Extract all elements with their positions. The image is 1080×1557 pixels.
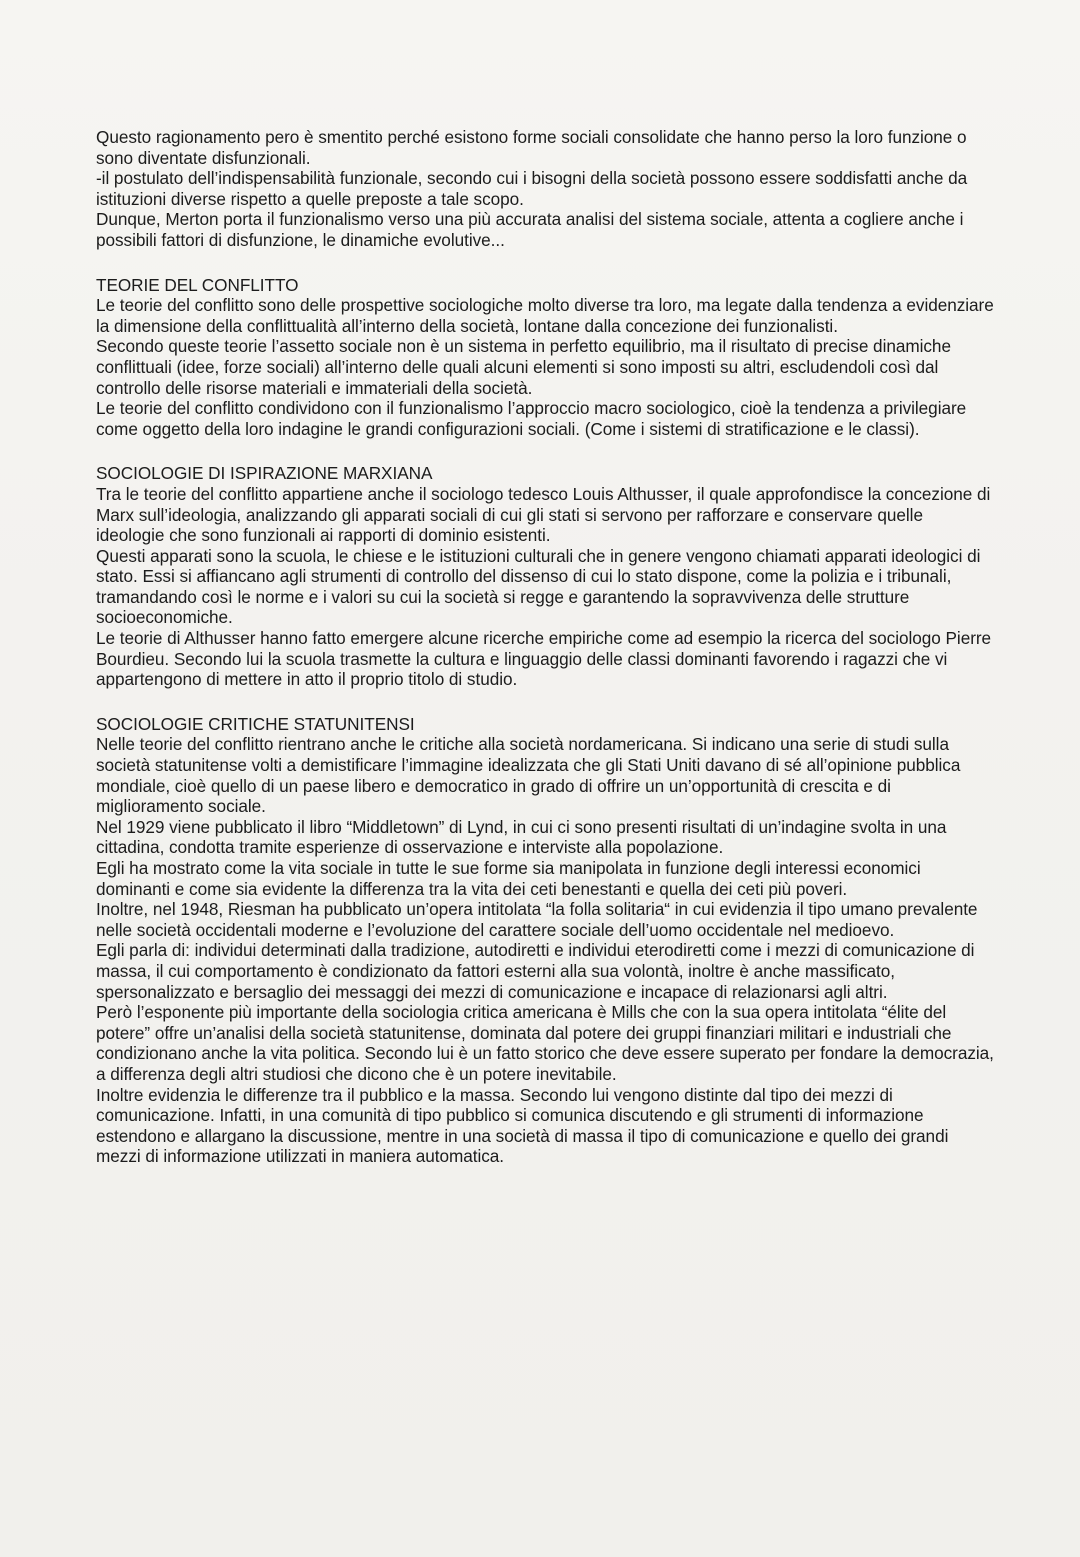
section-paragraph: Inoltre, nel 1948, Riesman ha pubblicato un’opera intitolata “la folla solitaria“ in cui evidenzia il tipo umano prevalente nelle società occidentali moderne e l’evoluzione del carattere sociale dell’uomo occidentale nel medioevo.: [96, 899, 978, 940]
document-body: [96, 127, 996, 1167]
intro-paragraph: Questo ragionamento pero è smentito perché esistono forme sociali consolidate che hanno perso la loro funzione o sono diventate disfunzionali.: [96, 127, 967, 168]
section-paragraph: Tra le teorie del conflitto appartiene anche il sociologo tedesco Louis Althusser, il quale approfondisce la concezione di Marx sull’ideologia, analizzando gli apparati sociali di cui gli stati si servono per rafforzare e conservare quelle ideologie che sono funzionali ai rapporti di dominio esistenti.: [96, 483, 991, 546]
section-paragraph: Le teorie del conflitto sono delle prospettive sociologiche molto diverse tra loro, ma legate dalla tendenza a evidenziare la dimensione della conflittualità all’interno della società, lontane dalla concezione dei funzionalisti.: [96, 295, 994, 336]
section-heading-teorie-del-conflitto: TEORIE DEL CONFLITTO: [96, 274, 299, 295]
section-paragraph: Le teorie di Althusser hanno fatto emergere alcune ricerche empiriche come ad esempio la ricerca del sociologo Pierre Bourdieu. Secondo lui la scuola trasmette la cultura e linguaggio delle classi dominanti favorendo i ragazzi che vi appartengono di mettere in atto il proprio titolo di studio.: [96, 628, 992, 690]
section-paragraph: Secondo queste teorie l’assetto sociale non è un sistema in perfetto equilibrio, ma il risultato di precise dinamiche conflittuali (idee, forze sociali) all’interno delle quali alcuni elementi si sono imposti su altri, escludendoli così dal controllo delle risorse materiali e immateriali della società.: [96, 336, 951, 398]
section-paragraph: Egli parla di: individui determinati dalla tradizione, autodiretti e individui eterodiretti come i mezzi di comunicazione di massa, il cui comportamento è condizionato da fattori esterni alla sua volontà, inoltre è anche massificato, spersonalizzato e bersaglio dei messaggi dei mezzi di comunicazione e incapace di relazionarsi agli altri.: [96, 940, 975, 1002]
section-heading-sociologie-critiche-statunitensi: SOCIOLOGIE CRITICHE STATUNITENSI: [96, 713, 415, 734]
section-paragraph: Però l’esponente più importante della sociologia critica americana è Mills che con la sua opera intitolata “élite del potere” offre un’analisi della società statunitense, dominata dal potere dei gruppi finanziari militari e industriali che condizionano anche la vita politica. Secondo lui è un fatto storico che deve essere superato per fondare la democrazia, a differenza degli altri studiosi che dicono che è un potere inevitabile.: [96, 1002, 994, 1084]
section-paragraph: Questi apparati sono la scuola, le chiese e le istituzioni culturali che in genere vengono chiamati apparati ideologici di stato. Essi si affiancano agli strumenti di controllo del dissenso di cui lo stato dispone, come la polizia e i tribunali, tramandando così le norme e i valori su cui la società si regge e garantendo la sopravvivenza delle strutture socioeconomiche.: [96, 545, 981, 628]
section-heading-sociologie-marxiana: SOCIOLOGIE DI ISPIRAZIONE MARXIANA: [96, 463, 433, 484]
section-paragraph: Egli ha mostrato come la vita sociale in tutte le sue forme sia manipolata in funzione degli interessi economici dominanti e come sia evidente la differenza tra la vita dei ceti benestanti e quella dei ceti più poveri.: [96, 858, 921, 899]
section-paragraph: Inoltre evidenzia le differenze tra il pubblico e la massa. Secondo lui vengono distinte dal tipo dei mezzi di comunicazione. Infatti, in una comunità di tipo pubblico si comunica discutendo e gli strumenti di informazione estendono e allargano la discussione, mentre in una società di massa il tipo di comunicazione e quello dei grandi mezzi di informazione utilizzati in maniera automatica.: [96, 1084, 949, 1167]
section-paragraph: Le teorie del conflitto condividono con il funzionalismo l’approccio macro sociologico, cioè la tendenza a privilegiare come oggetto della loro indagine le grandi configurazioni sociali. (Come i sistemi di stratificazione e le classi).: [96, 398, 967, 439]
intro-paragraph: Dunque, Merton porta il funzionalismo verso una più accurata analisi del sistema sociale, attenta a cogliere anche i possibili fattori di disfunzione, le dinamiche evolutive...: [96, 209, 964, 250]
section-paragraph: Nel 1929 viene pubblicato il libro “Middletown” di Lynd, in cui ci sono presenti risultati di un’indagine svolta in una cittadina, condotta tramite esperienze di osservazione e interviste alla popolazione.: [96, 816, 947, 858]
intro-paragraph: -il postulato dell’indispensabilità funzionale, secondo cui i bisogni della società possono essere soddisfatti anche da istituzioni diverse rispetto a quelle preposte a tale scopo.: [96, 168, 968, 209]
section-paragraph: Nelle teorie del conflitto rientrano anche le critiche alla società nordamericana. Si indicano una serie di studi sulla società statunitense volti a demistificare l’immagine idealizzata che gli Stati Uniti davano di sé all’opinione pubblica mondiale, cioè quello di un paese libero e democratico in grado di offrire un un’opportunità di crescita e di miglioramento sociale.: [96, 734, 961, 817]
